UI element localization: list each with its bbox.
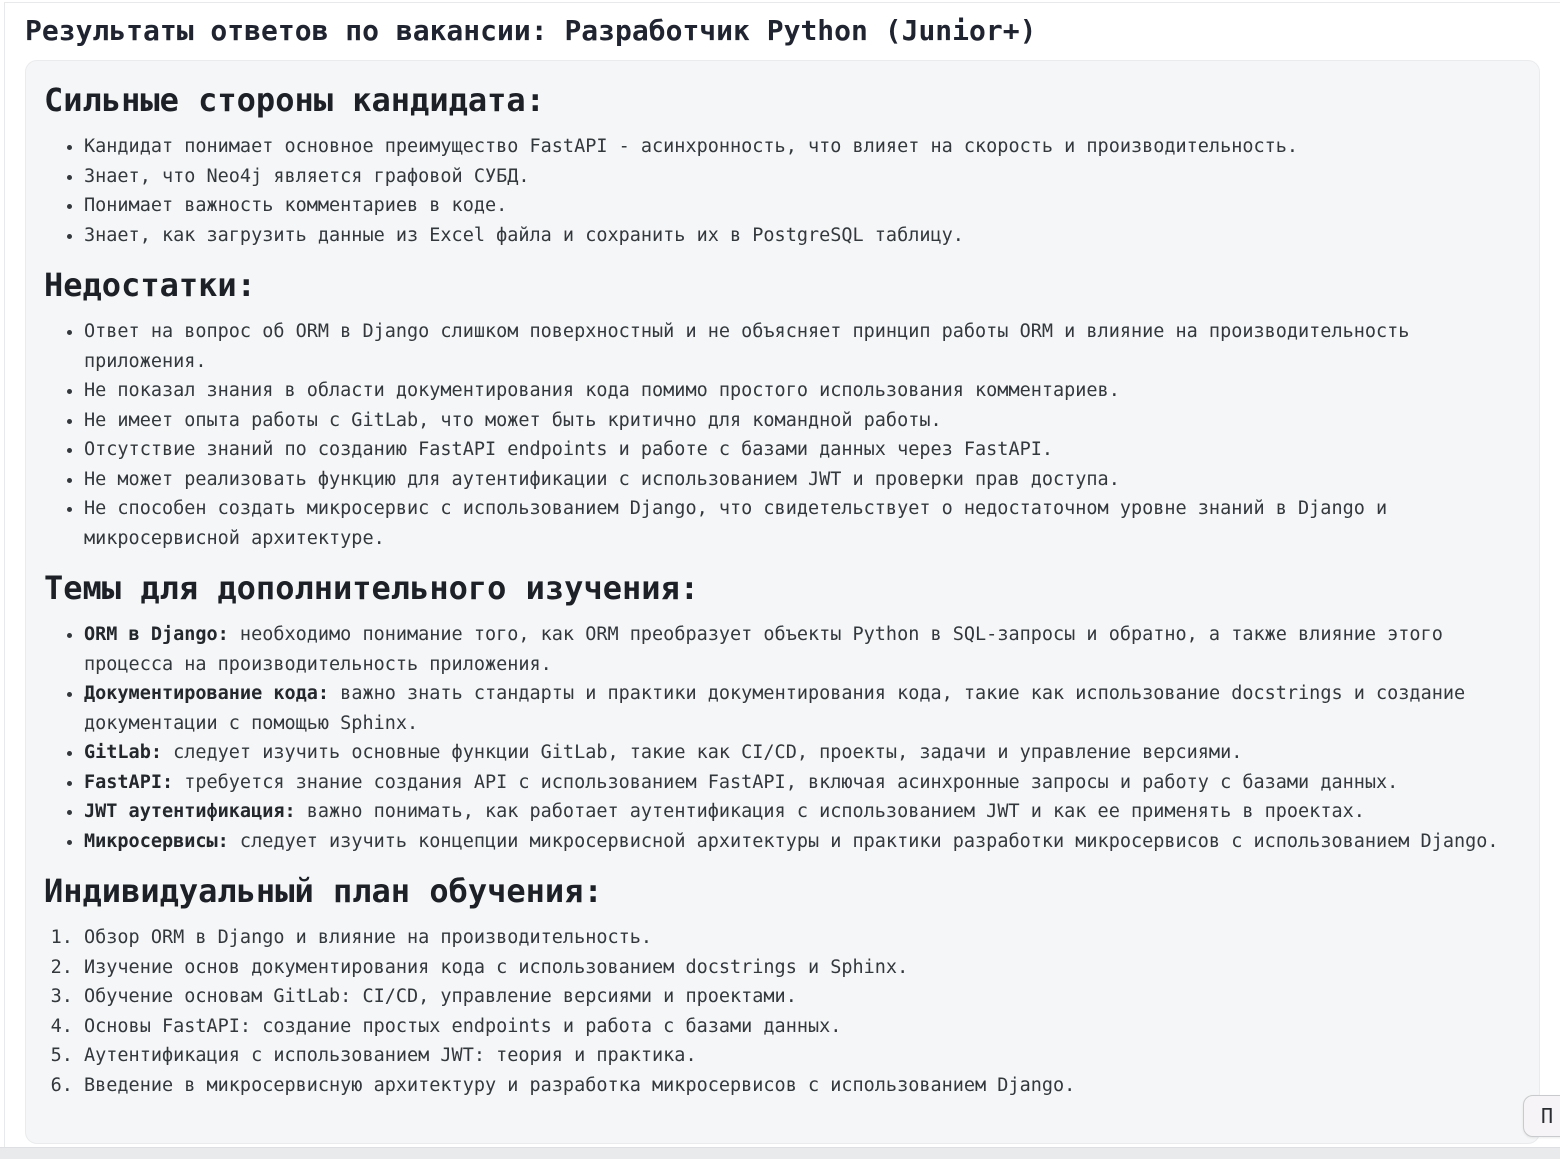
topic-term: ORM в Django: (84, 624, 229, 645)
plan-heading: Индивидуальный план обучения: (44, 872, 603, 910)
list-item: • JWT аутентификация: важно понимать, как работает аутентификация с использованием JWT и как ее применять в проектах. (84, 797, 1519, 827)
topic-term: JWT аутентификация: (84, 801, 296, 822)
partial-button[interactable]: П (1523, 1095, 1560, 1137)
topic-term: FastAPI: (84, 771, 174, 793)
strengths-list (44, 132, 1519, 250)
panel-top-border (4, 2, 1560, 3)
bottom-strip (0, 1147, 1560, 1159)
list-item: 3. Обучение основам GitLab: CI/CD, управление версиями и проектами. (84, 982, 1519, 1012)
list-item: 6. Введение в микросервисную архитектуру и разработка микросервисов с использованием Django. (84, 1071, 1519, 1101)
section-weaknesses (44, 266, 1519, 553)
list-item: • GitLab: следует изучить основные функции GitLab, такие как CI/CD, проекты, задачи и управление версиями. (84, 738, 1519, 768)
section-plan (44, 872, 1519, 1100)
list-item: • ORM в Django: необходимо понимание того, как ORM преобразует объекты Python в SQL-запросы и обратно, а также влияние этого процесса на производительность приложения. (84, 620, 1519, 679)
topic-term: Микросервисы: (84, 830, 229, 852)
list-item: • Не показал знания в области документирования кода помимо простого использования комментариев. (84, 376, 1519, 406)
topic-term: GitLab: (84, 742, 162, 763)
strengths-heading: Сильные стороны кандидата: (44, 81, 545, 119)
panel-left-border (4, 2, 5, 1159)
weaknesses-heading: Недостатки: (44, 266, 256, 304)
list-item: • Знает, как загрузить данные из Excel файла и сохранить их в PostgreSQL таблицу. (84, 221, 1519, 251)
page-title: Результаты ответов по вакансии: Разработчик Python (Junior+) (25, 14, 1037, 47)
topic-term: Документирование кода: (84, 683, 330, 704)
report-card (25, 60, 1540, 1144)
list-item: • Кандидат понимает основное преимущество FastAPI - асинхронность, что влияет на скорость и производительность. (84, 132, 1519, 162)
plan-list (44, 923, 1519, 1100)
list-item: • Ответ на вопрос об ORM в Django слишком поверхностный и не объясняет принцип работы ORM и влияние на производительность приложения. (84, 317, 1519, 376)
list-item: 5. Аутентификация с использованием JWT: теория и практика. (84, 1041, 1519, 1071)
weaknesses-list (44, 317, 1519, 553)
list-item: • Не способен создать микросервис с использованием Django, что свидетельствует о недостаточном уровне знаний в Django и микросервисной архитектуре. (84, 494, 1519, 553)
section-topics (44, 569, 1519, 856)
list-item: • Понимает важность комментариев в коде. (84, 191, 1519, 221)
topics-list (44, 620, 1519, 856)
list-item: • FastAPI: требуется знание создания API с использованием FastAPI, включая асинхронные запросы и работу с базами данных. (84, 768, 1519, 798)
section-strengths (44, 81, 1519, 250)
list-item: 1. Обзор ORM в Django и влияние на производительность. (84, 923, 1519, 953)
list-item: 2. Изучение основ документирования кода с использованием docstrings и Sphinx. (84, 953, 1519, 983)
list-item: • Знает, что Neo4j является графовой СУБД. (84, 162, 1519, 192)
list-item: • Документирование кода: важно знать стандарты и практики документирования кода, такие как использование docstrings и создание документации с помощью Sphinx. (84, 679, 1519, 738)
list-item: • Микросервисы: следует изучить концепции микросервисной архитектуры и практики разработки микросервисов с использованием Django. (84, 827, 1519, 857)
list-item: • Отсутствие знаний по созданию FastAPI endpoints и работе с базами данных через FastAPI. (84, 435, 1519, 465)
list-item: • Не может реализовать функцию для аутентификации с использованием JWT и проверки прав доступа. (84, 465, 1519, 495)
list-item: 4. Основы FastAPI: создание простых endpoints и работа с базами данных. (84, 1012, 1519, 1042)
topics-heading: Темы для дополнительного изучения: (44, 569, 700, 607)
list-item: • Не имеет опыта работы с GitLab, что может быть критично для командной работы. (84, 406, 1519, 436)
